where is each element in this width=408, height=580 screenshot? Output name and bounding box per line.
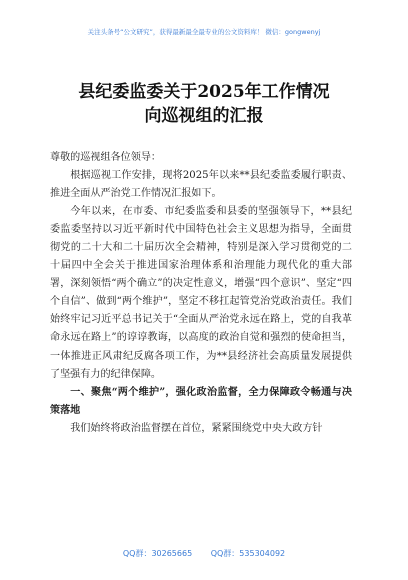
body-paragraph: 根据巡视工作安排，现将2025年以来**县纪委监委履行职责、推进全面从严治党工作情况汇报如下。 (50, 170, 352, 200)
document-title: 县纪委监委关于2025年工作情况向巡视组的汇报 (78, 82, 330, 126)
salutation: 尊敬的巡视组各位领导： (50, 152, 162, 163)
section-heading: 一、聚焦“两个维护”，强化政治监督，全力保障政令畅通与决策落地 (50, 386, 352, 416)
body-paragraph: 今年以来，在市委、市纪委监委和县委的坚强领导下，**县纪委监委坚持以习近平新时代中国特色社会主义思想为指导，全面贯彻党的二十大和二十届历次全会精神，特别是深入学习贯彻党的二十届四中全会关于推进国家治理体系和治理能力现代化的重大部署，深刻领悟“两个确立”的决定性意义，增强“四个意识”、坚定“四个自信”、做到“两个维护”，坚定不移扛起管党治党政治责任。我们始终牢记习近平总书记关于“全面从严治党永远在路上，党的自我革命永远在路上”的谆谆教诲，以高度的政治自觉和强烈的使命担当，一体推进正风肃纪反腐各项工作，为**县经济社会高质量发展提供了坚强有力的纪律保障。 (50, 206, 352, 380)
qq-group-2: QQ群：535304092 (210, 549, 286, 558)
qq-group-1: QQ群：30265665 (122, 549, 193, 558)
document-body (50, 149, 352, 438)
body-paragraph: 我们始终将政治监督摆在首位，紧紧围绕党中央大政方针 (70, 422, 323, 434)
footer-qq-groups (0, 548, 408, 559)
header-promo-note: 关注头条号“公文研究”，获得最新最全最专业的公文资料库！ 微信：gongwenyj (87, 28, 321, 36)
